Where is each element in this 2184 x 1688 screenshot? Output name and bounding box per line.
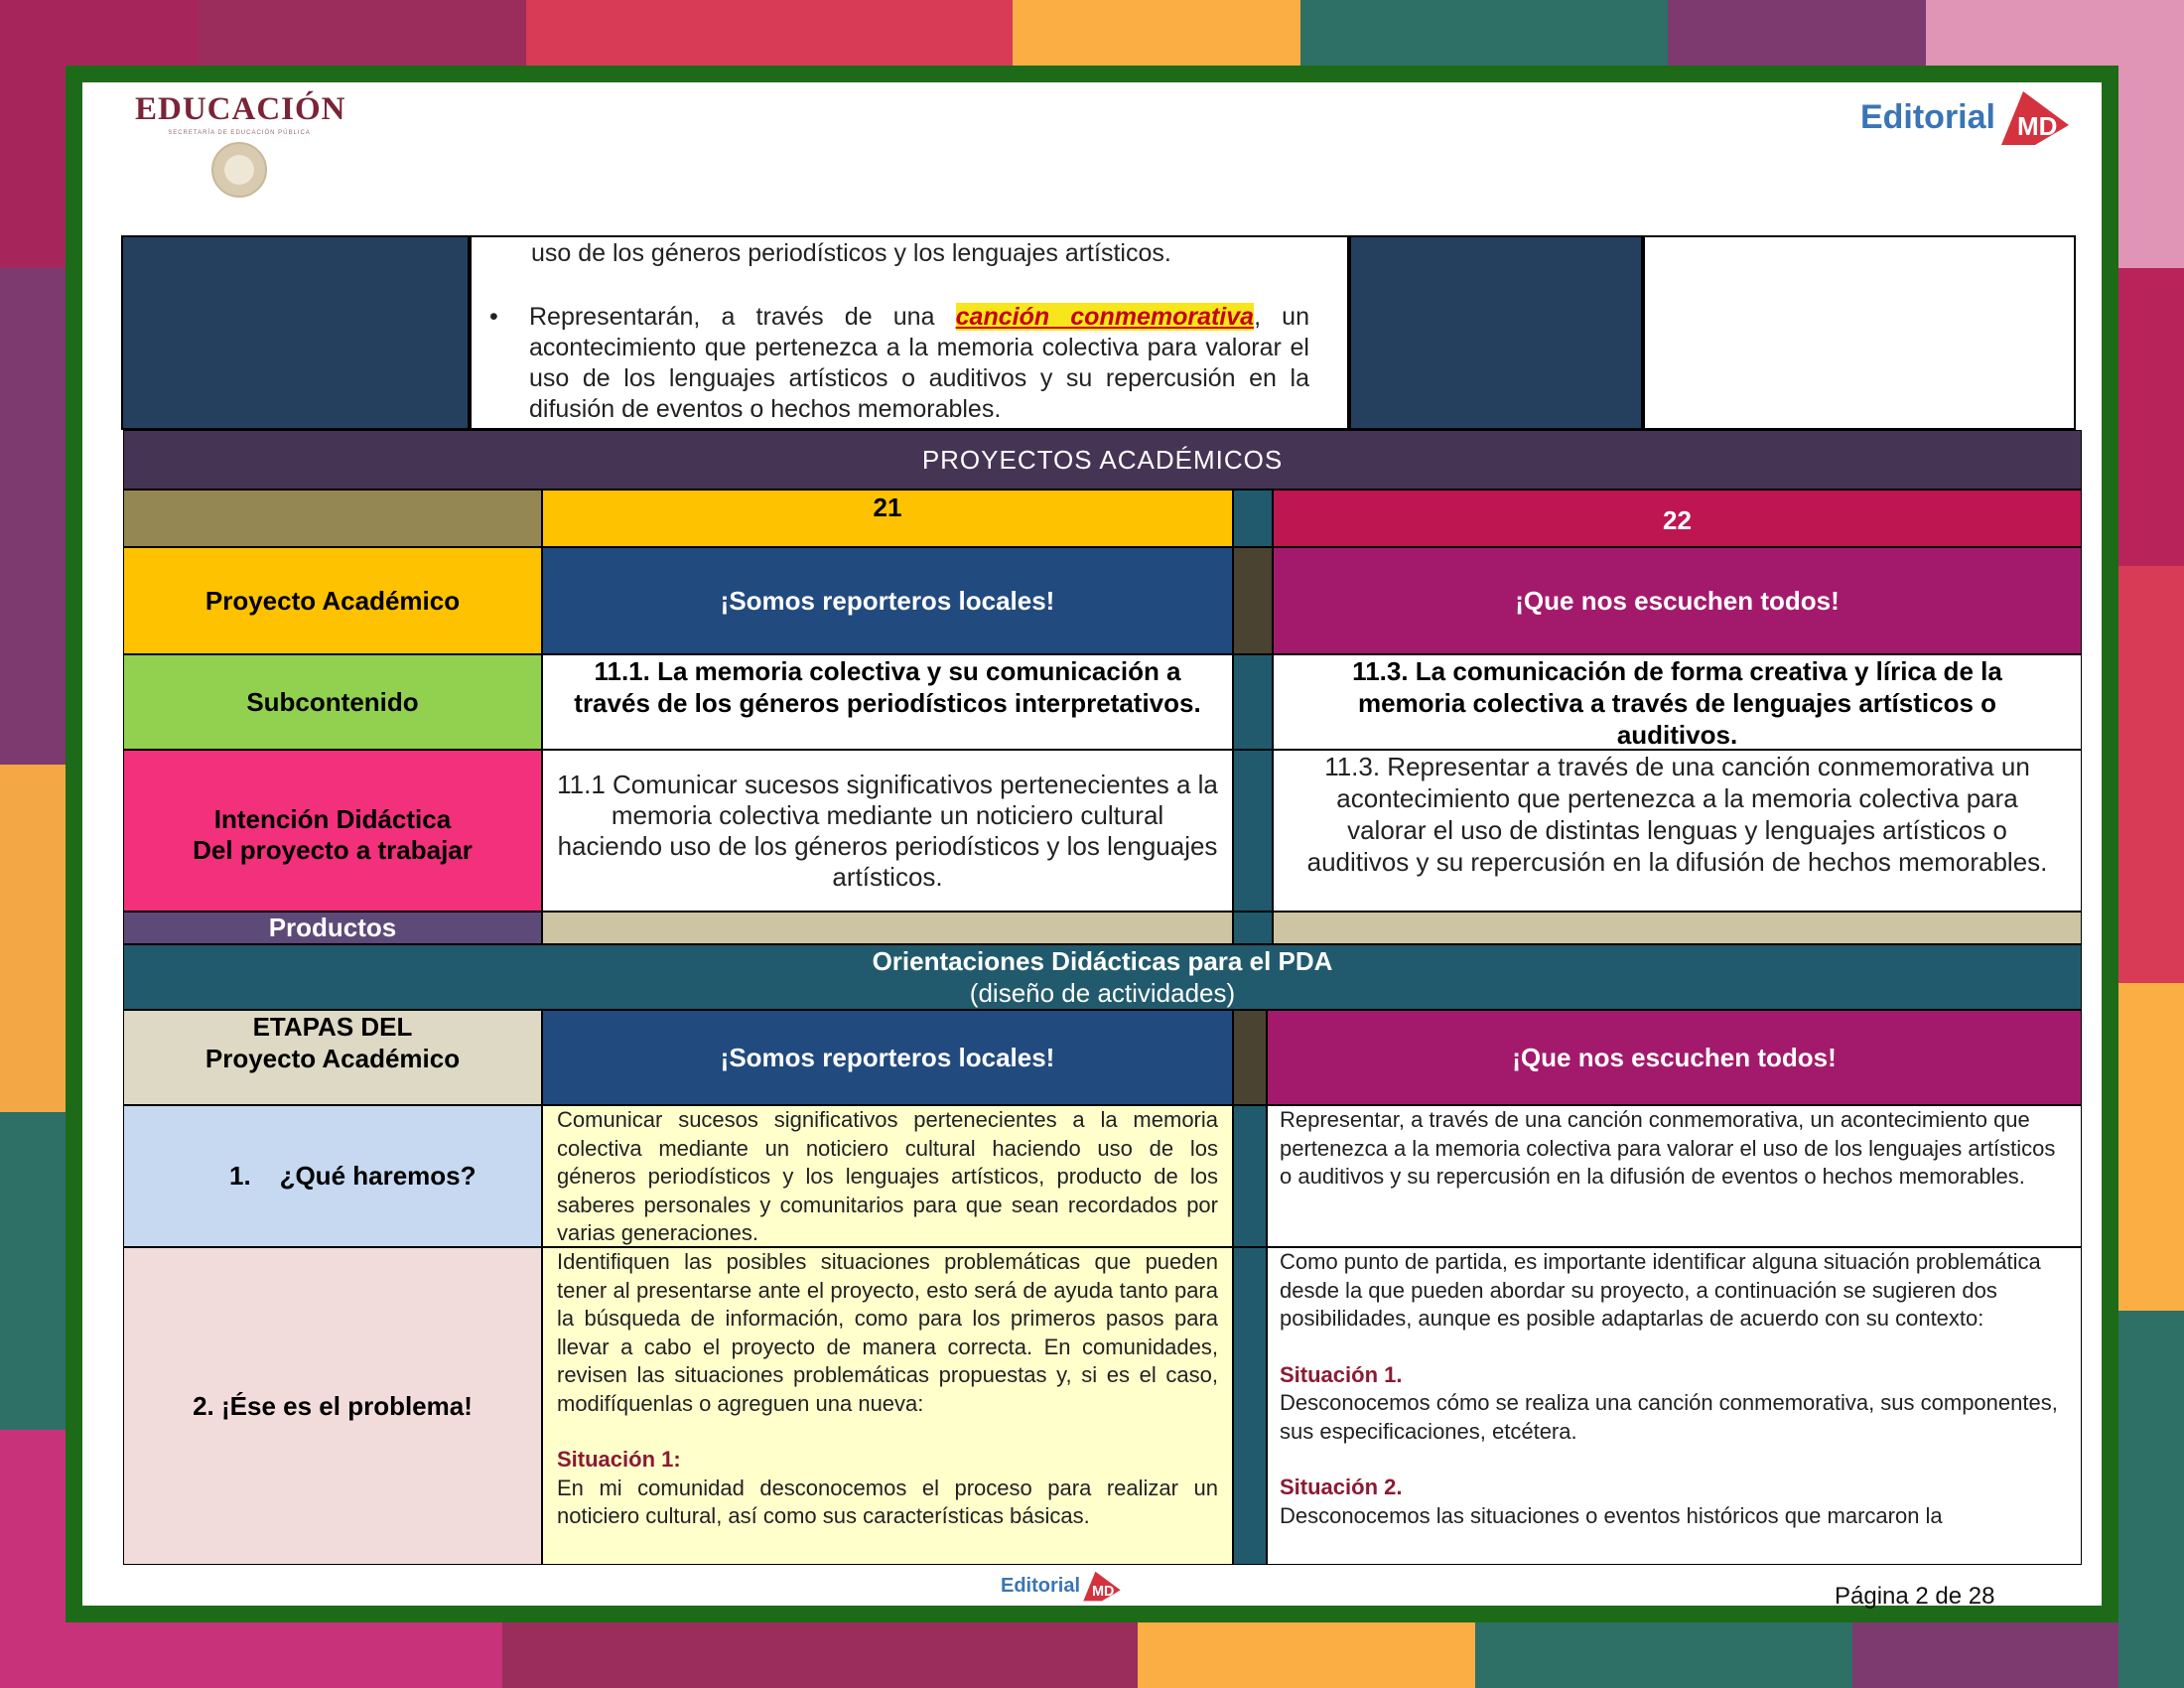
etapas-label-cell	[123, 1010, 542, 1105]
proyecto-label-cell	[123, 547, 542, 654]
productos-label: Productos	[268, 913, 397, 942]
editorial-logo-word: Editorial	[1859, 97, 1995, 136]
project-22-number-label: 22	[1663, 504, 1692, 535]
divider-productos	[1233, 912, 1273, 944]
stage2-21-intro: Identifiquen las posibles situaciones problemáticas que pueden tener al presentarse ante el proyecto, esto será de ayuda tanto para la búsqueda de información, como para los primeros pasos para llevar a cabo el proyecto de manera correcta. En comunidades, revisen las situaciones problemáticas propuestas y, si es el caso, modifíquenlas o agreguen una nueva:	[557, 1249, 1218, 1416]
divider-etapas	[1233, 1010, 1267, 1105]
project-21-number-label: 21	[873, 492, 902, 522]
subcontenido-label-cell	[123, 654, 542, 750]
orientaciones-subtitle: (diseño de actividades)	[969, 978, 1236, 1008]
stage1-label: 1. ¿Qué haremos?	[229, 1161, 477, 1191]
top-row-text	[470, 235, 1349, 430]
intencion-22-cell	[1273, 750, 2082, 912]
stage2-22-situation1-title: Situación 1.	[1280, 1361, 1403, 1387]
orientaciones-title: Orientaciones Didácticas para el PDA	[872, 946, 1333, 976]
footer-md-logo-icon	[1080, 1567, 1124, 1605]
proyecto-label: Proyecto Académico	[205, 585, 461, 616]
etapas-22-title: ¡Que nos escuchen todos!	[1512, 1042, 1837, 1072]
intencion-21-text: 11.1 Comunicar sucesos significativos pertenecientes a la memoria colectiva mediante un noticiero cultural haciendo uso de los géneros periodísticos y los lenguajes artísticos.	[557, 769, 1218, 892]
divider-intencion	[1233, 750, 1273, 912]
bullet-highlight: canción conmemorativa	[955, 303, 1255, 331]
stage2-label: 2. ¡Ése es el problema!	[193, 1390, 473, 1421]
intencion-label-line2: Del proyecto a trabajar	[193, 834, 473, 865]
stage1-label-cell	[123, 1105, 542, 1247]
proyecto-21-cell	[542, 547, 1233, 654]
top-row-line: uso de los géneros periodísticos y los lenguajes artísticos.	[531, 239, 1171, 267]
proyecto-21-title: ¡Somos reporteros locales!	[720, 585, 1055, 616]
proyecto-22-cell	[1273, 547, 2082, 654]
stage2-21-cell	[542, 1247, 1233, 1565]
subcontenido-22-cell	[1273, 654, 2082, 750]
productos-21-cell	[542, 912, 1233, 944]
intencion-label-cell	[123, 750, 542, 912]
projects-header	[123, 430, 2082, 490]
stage1-22-cell	[1267, 1105, 2082, 1247]
divider-proyecto	[1233, 547, 1273, 654]
stage1-21-text: Comunicar sucesos significativos pertenecientes a la memoria colectiva mediante un noticiero cultural haciendo uso de los géneros periodísticos y los lenguajes artísticos, producto de los saberes personales y comunitarios para que sean recordados por varias generaciones.	[557, 1107, 1218, 1245]
etapas-21-cell	[542, 1010, 1233, 1105]
productos-22-cell	[1273, 912, 2082, 944]
stage2-label-cell	[123, 1247, 542, 1565]
etapas-label-line2: Proyecto Académico	[205, 1044, 461, 1073]
project-21-number	[542, 490, 1233, 547]
stage1-21-cell	[542, 1105, 1233, 1247]
footer-editorial-logo	[1001, 1567, 1124, 1605]
page-number: Página 2 de 28	[1835, 1583, 1995, 1610]
stage2-22-intro: Como punto de partida, es importante identificar alguna situación problemática desde la que pueden abordar su proyecto, a continuación se sugieren dos posibilidades, aunque es posible adaptarlas de acuerdo con su contexto:	[1280, 1249, 2041, 1331]
intencion-21-cell	[542, 750, 1233, 912]
stage2-21-situation-text: En mi comunidad desconocemos el proceso para realizar un noticiero cultural, así como sus características básicas.	[557, 1475, 1218, 1528]
stage2-22-situation2-title: Situación 2.	[1280, 1475, 1403, 1499]
intencion-label-line1: Intención Didáctica	[213, 803, 452, 834]
stage2-21-situation-title: Situación 1:	[557, 1447, 681, 1472]
proyecto-22-title: ¡Que nos escuchen todos!	[1515, 585, 1840, 616]
top-row-mid	[1349, 235, 1643, 430]
stage1-22-text: Representar, a través de una canción conmemorativa, un acontecimiento que pertenezca a la memoria colectiva para valorar el uso de los lenguajes artísticos o auditivos y su repercusión en la difusión de eventos o hechos memorables.	[1280, 1107, 2056, 1189]
divider-stage2	[1233, 1247, 1267, 1565]
projects-header-label: PROYECTOS ACADÉMICOS	[921, 444, 1284, 475]
number-row-spacer	[123, 490, 542, 547]
divider-subcontenido	[1233, 654, 1273, 750]
md-logo-mark: MD	[2017, 111, 2058, 141]
top-row-left	[121, 235, 470, 430]
project-22-number	[1273, 490, 2082, 547]
etapas-21-title: ¡Somos reporteros locales!	[720, 1042, 1055, 1072]
etapas-label-line1: ETAPAS DEL	[252, 1012, 413, 1042]
sep-logo	[135, 91, 346, 198]
national-seal-icon	[211, 142, 267, 198]
md-logo-icon	[1995, 85, 2075, 149]
bullet-text-pre: Representarán, a través de una	[529, 303, 956, 331]
footer-logo-word: Editorial	[1001, 1574, 1081, 1597]
bullet-dot-icon: •	[489, 303, 498, 331]
subcontenido-label: Subcontenido	[246, 686, 419, 717]
editorial-md-logo	[1860, 85, 2075, 149]
stage2-22-situation2-text: Desconocemos las situaciones o eventos históricos que marcaron la	[1280, 1502, 1943, 1528]
intencion-22-text: 11.3. Representar a través de una canción conmemorativa un acontecimiento que pertenezca a la memoria colectiva para valorar el uso de distintas lenguas y lenguajes artísticos o auditivos y su repercusión en la difusión de hechos memorables.	[1306, 752, 2048, 877]
top-row-right	[1643, 235, 2076, 430]
bullet-text-post: , un acontecimiento que pertenezca a la memoria colectiva para valorar el uso de los lenguajes artísticos o auditivos y su repercusión en la difusión de eventos o hechos memorables.	[529, 303, 1309, 423]
teal-divider-top	[1233, 490, 1273, 547]
stage2-22-situation1-text: Desconocemos cómo se realiza una canción conmemorativa, sus componentes, sus especificaciones, etcétera.	[1280, 1390, 2058, 1444]
subcontenido-22-text: 11.3. La comunicación de forma creativa y lírica de la memoria colectiva a través de lenguajes artísticos o auditivos.	[1352, 656, 2002, 750]
sep-logo-brand: EDUCACIÓN	[135, 91, 346, 127]
etapas-22-cell	[1267, 1010, 2082, 1105]
subcontenido-21-text: 11.1. La memoria colectiva y su comunicación a través de los géneros periodísticos interpretativos.	[574, 656, 1201, 718]
subcontenido-21-cell	[542, 654, 1233, 750]
divider-stage1	[1233, 1105, 1267, 1247]
productos-label-cell	[123, 912, 542, 944]
sep-logo-subtitle: SECRETARÍA DE EDUCACIÓN PÚBLICA	[168, 130, 311, 136]
orientaciones-header	[123, 944, 2082, 1010]
top-row-bullet	[489, 302, 1309, 425]
footer-md-logo-mark: MD	[1092, 1583, 1115, 1600]
stage2-22-cell	[1267, 1247, 2082, 1565]
